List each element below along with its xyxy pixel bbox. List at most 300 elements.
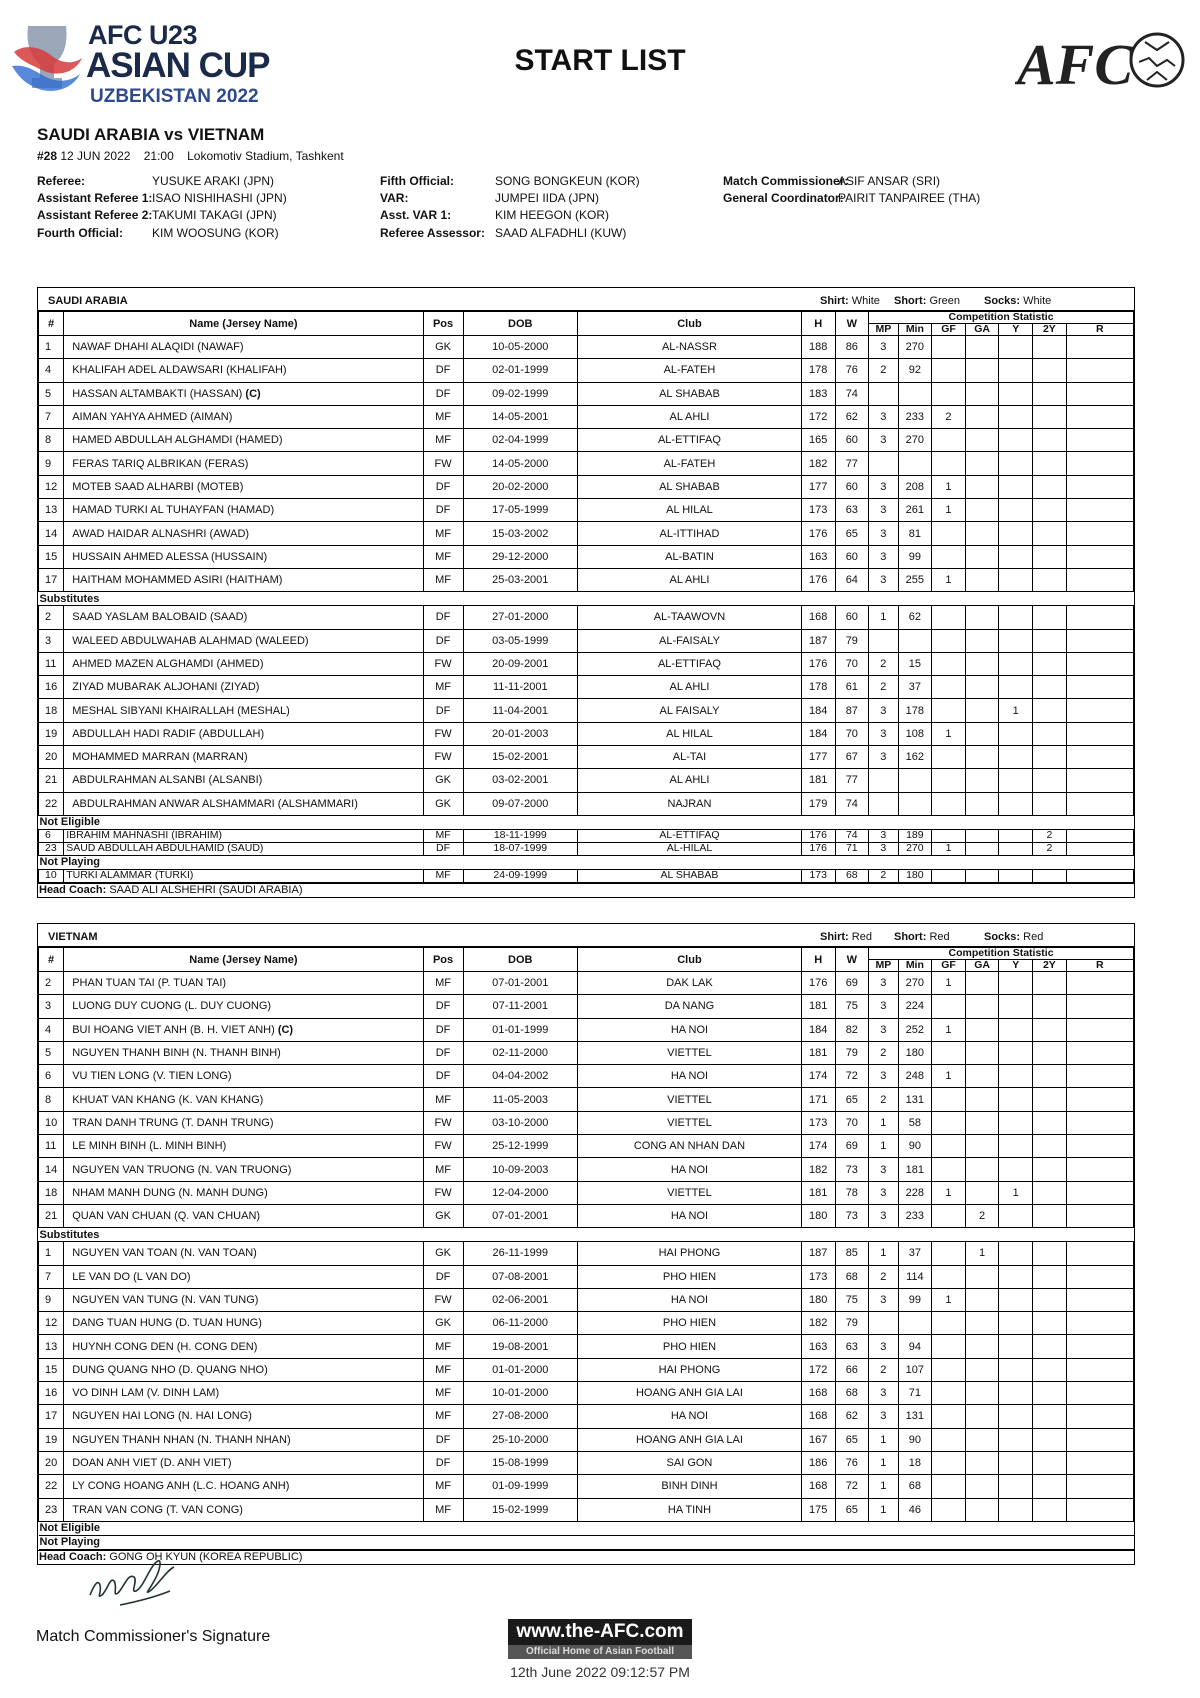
player-position: MF [423, 1088, 463, 1111]
stat-ga [965, 746, 999, 769]
stat-y [999, 429, 1033, 452]
player-dob: 20-09-2001 [463, 652, 578, 675]
player-position: MF [423, 972, 463, 995]
stat-ga: 1 [965, 1242, 999, 1265]
stat-2y [1033, 1041, 1067, 1064]
table-row [39, 842, 1134, 855]
stat-mp: 1 [869, 1451, 898, 1474]
stat-y [999, 1041, 1033, 1064]
player-weight: 76 [835, 1451, 869, 1474]
stat-y [999, 842, 1033, 855]
player-dob: 11-04-2001 [463, 699, 578, 722]
page-title: START LIST [514, 44, 686, 77]
stat-y [999, 792, 1033, 815]
player-position: DF [423, 475, 463, 498]
player-dob: 14-05-2000 [463, 452, 578, 475]
stat-mp: 1 [869, 1428, 898, 1451]
player-height: 182 [801, 1158, 835, 1181]
player-name [64, 769, 423, 792]
kit-socks-label: Socks: [984, 295, 1021, 307]
table-row [39, 405, 1134, 428]
kit-short [894, 931, 950, 943]
player-dob: 03-02-2001 [463, 769, 578, 792]
player-weight: 77 [835, 452, 869, 475]
stat-gf [932, 359, 966, 382]
head-coach [38, 883, 1134, 897]
kit-socks-value: Red [1023, 931, 1044, 943]
player-club: AL AHLI [578, 568, 802, 591]
player-name [64, 1382, 423, 1405]
player-height: 163 [801, 1335, 835, 1358]
player-club: PHO HIEN [578, 1335, 802, 1358]
player-position: MF [423, 1335, 463, 1358]
stat-2y [1033, 676, 1067, 699]
player-height: 178 [801, 676, 835, 699]
player-weight: 72 [835, 1475, 869, 1498]
table-row [39, 629, 1134, 652]
player-dob: 07-08-2001 [463, 1265, 578, 1288]
stat-ga [965, 359, 999, 382]
player-dob: 02-01-1999 [463, 359, 578, 382]
player-club: PHO HIEN [578, 1312, 802, 1335]
stat-mp: 3 [869, 1405, 898, 1428]
website-tagline: Official Home of Asian Football [508, 1645, 692, 1659]
player-name [64, 1498, 423, 1521]
player-name [64, 1111, 423, 1134]
table-row [39, 995, 1134, 1018]
table-row [39, 499, 1134, 522]
team-box-vietnam [37, 923, 1135, 1565]
player-dob: 14-05-2001 [463, 405, 578, 428]
stat-y: 1 [999, 1181, 1033, 1204]
column-header-min: Min [898, 960, 932, 972]
stat-min: 71 [898, 1382, 932, 1405]
stat-gf [932, 382, 966, 405]
stat-r [1066, 722, 1133, 745]
player-number: 11 [39, 1135, 64, 1158]
section-label: Not Eligible [39, 815, 1134, 829]
stat-gf: 1 [932, 475, 966, 498]
column-header-name: Name (Jersey Name) [64, 948, 423, 972]
official-label: Referee Assessor: [380, 226, 485, 240]
player-position: MF [423, 522, 463, 545]
table-row [39, 1405, 1134, 1428]
player-name [64, 1181, 423, 1204]
stat-r [1066, 629, 1133, 652]
player-name-text: MOTEB SAAD ALHARBI (MOTEB) [72, 480, 244, 493]
stat-y [999, 382, 1033, 405]
stat-min: 270 [898, 336, 932, 359]
kit-shirt [820, 295, 880, 307]
stat-2y [1033, 336, 1067, 359]
stat-2y [1033, 629, 1067, 652]
table-row [39, 746, 1134, 769]
official-label: Asst. VAR 1: [380, 208, 452, 222]
official-label: Fourth Official: [37, 226, 123, 240]
player-club: AL-ETTIFAQ [578, 829, 802, 842]
column-header-r: R [1066, 324, 1133, 336]
stat-gf [932, 652, 966, 675]
stat-gf [932, 429, 966, 452]
stat-r [1066, 842, 1133, 855]
stat-gf [932, 1358, 966, 1381]
stat-y: 1 [999, 699, 1033, 722]
player-name [64, 429, 423, 452]
player-name [64, 1288, 423, 1311]
kit-short [894, 295, 960, 307]
player-name [64, 545, 423, 568]
stat-ga [965, 769, 999, 792]
player-height: 181 [801, 769, 835, 792]
stat-2y [1033, 699, 1067, 722]
player-name [64, 405, 423, 428]
stat-r [1066, 499, 1133, 522]
stat-mp: 3 [869, 1335, 898, 1358]
stat-ga [965, 545, 999, 568]
stat-mp: 2 [869, 1041, 898, 1064]
player-weight: 87 [835, 699, 869, 722]
stat-ga [965, 1405, 999, 1428]
player-name-text: NAWAF DHAHI ALAQIDI (NAWAF) [72, 341, 244, 354]
stat-ga [965, 1428, 999, 1451]
player-table [38, 311, 1134, 883]
player-club: HA NOI [578, 1158, 802, 1181]
player-position: DF [423, 629, 463, 652]
table-row [39, 1158, 1134, 1181]
player-name [64, 869, 423, 882]
player-name-text: LE MINH BINH (L. MINH BINH) [72, 1140, 227, 1153]
team-box-saudi-arabia [37, 287, 1135, 898]
stat-2y [1033, 652, 1067, 675]
player-height: 181 [801, 1041, 835, 1064]
stat-gf [932, 1088, 966, 1111]
player-number: 17 [39, 568, 64, 591]
official-name: TAKUMI TAKAGI (JPN) [152, 208, 277, 222]
stat-2y [1033, 1405, 1067, 1428]
stat-mp: 1 [869, 1242, 898, 1265]
player-position: MF [423, 545, 463, 568]
stat-2y [1033, 1088, 1067, 1111]
stat-r [1066, 545, 1133, 568]
table-row [39, 475, 1134, 498]
player-name-text: NGUYEN VAN TRUONG (N. VAN TRUONG) [72, 1163, 292, 1176]
match-title: SAUDI ARABIA vs VIETNAM [37, 125, 265, 144]
stat-min [898, 792, 932, 815]
player-height: 181 [801, 995, 835, 1018]
player-weight: 60 [835, 475, 869, 498]
stat-mp: 3 [869, 336, 898, 359]
player-dob: 07-01-2001 [463, 972, 578, 995]
player-dob: 07-01-2001 [463, 1204, 578, 1227]
player-club: AL-FATEH [578, 452, 802, 475]
afc-logo-text: AFC [1017, 32, 1134, 97]
player-height: 173 [801, 499, 835, 522]
player-position: MF [423, 1475, 463, 1498]
stat-y [999, 475, 1033, 498]
table-row [39, 1065, 1134, 1088]
stat-min: 178 [898, 699, 932, 722]
stat-gf [932, 1158, 966, 1181]
stat-y [999, 1312, 1033, 1335]
stat-min: 180 [898, 869, 932, 882]
player-name [64, 382, 423, 405]
table-row [39, 452, 1134, 475]
stat-r [1066, 1451, 1133, 1474]
player-weight: 60 [835, 429, 869, 452]
player-height: 173 [801, 1111, 835, 1134]
player-club: AL SHABAB [578, 382, 802, 405]
trophy-icon [10, 22, 84, 104]
stat-mp: 3 [869, 1204, 898, 1227]
table-row [39, 336, 1134, 359]
stat-2y [1033, 1018, 1067, 1041]
team-name: SAUDI ARABIA [48, 295, 128, 307]
player-weight: 73 [835, 1158, 869, 1181]
player-position: GK [423, 769, 463, 792]
stat-gf [932, 1498, 966, 1521]
stat-min: 15 [898, 652, 932, 675]
player-weight: 86 [835, 336, 869, 359]
stat-r [1066, 676, 1133, 699]
table-row [39, 972, 1134, 995]
player-height: 176 [801, 972, 835, 995]
player-name [64, 842, 423, 855]
player-dob: 15-08-1999 [463, 1451, 578, 1474]
stat-2y [1033, 769, 1067, 792]
stat-2y [1033, 995, 1067, 1018]
player-height: 176 [801, 652, 835, 675]
player-name-text: LY CONG HOANG ANH (L.C. HOANG ANH) [72, 1480, 290, 1493]
player-position: DF [423, 1451, 463, 1474]
player-name-text: SAAD YASLAM BALOBAID (SAAD) [72, 611, 248, 624]
player-number: 21 [39, 1204, 64, 1227]
player-weight: 68 [835, 869, 869, 882]
stat-ga [965, 869, 999, 882]
stat-gf: 1 [932, 842, 966, 855]
player-number: 13 [39, 499, 64, 522]
player-number: 16 [39, 1382, 64, 1405]
stat-mp: 3 [869, 842, 898, 855]
player-dob: 27-01-2000 [463, 606, 578, 629]
stat-mp: 1 [869, 1475, 898, 1498]
stat-gf [932, 1041, 966, 1064]
player-club: HA NOI [578, 1405, 802, 1428]
stat-2y [1033, 499, 1067, 522]
player-name [64, 792, 423, 815]
player-name-text: NGUYEN THANH NHAN (N. THANH NHAN) [72, 1433, 291, 1446]
player-position: GK [423, 1312, 463, 1335]
stat-gf: 1 [932, 722, 966, 745]
stat-min: 208 [898, 475, 932, 498]
stat-ga [965, 606, 999, 629]
player-position: DF [423, 1018, 463, 1041]
player-number: 20 [39, 746, 64, 769]
table-row [39, 1204, 1134, 1227]
player-weight: 73 [835, 1204, 869, 1227]
player-name-text: HAMED ABDULLAH ALGHAMDI (HAMED) [72, 434, 283, 447]
player-dob: 02-04-1999 [463, 429, 578, 452]
stat-ga [965, 499, 999, 522]
stat-ga [965, 382, 999, 405]
player-dob: 01-01-1999 [463, 1018, 578, 1041]
player-weight: 60 [835, 545, 869, 568]
stat-r [1066, 1312, 1133, 1335]
stat-ga [965, 405, 999, 428]
stat-min: 255 [898, 568, 932, 591]
column-header-mp: MP [869, 960, 898, 972]
stat-gf [932, 629, 966, 652]
stat-mp: 3 [869, 1288, 898, 1311]
player-weight: 69 [835, 972, 869, 995]
player-club: HAI PHONG [578, 1242, 802, 1265]
stat-ga [965, 1451, 999, 1474]
player-number: 10 [39, 1111, 64, 1134]
stat-r [1066, 568, 1133, 591]
team-name: VIETNAM [48, 931, 98, 943]
stat-mp [869, 792, 898, 815]
stat-ga [965, 972, 999, 995]
captain-badge: (C) [245, 387, 261, 400]
stat-ga [965, 1498, 999, 1521]
stat-r [1066, 1018, 1133, 1041]
stat-min: 58 [898, 1111, 932, 1134]
player-dob: 01-01-2000 [463, 1358, 578, 1381]
player-name [64, 995, 423, 1018]
stat-min: 18 [898, 1451, 932, 1474]
player-name [64, 1135, 423, 1158]
stat-r [1066, 1475, 1133, 1498]
stat-ga [965, 1475, 999, 1498]
stat-ga [965, 1181, 999, 1204]
player-position: DF [423, 1265, 463, 1288]
stat-y [999, 1065, 1033, 1088]
player-dob: 27-08-2000 [463, 1405, 578, 1428]
player-height: 184 [801, 699, 835, 722]
player-dob: 26-11-1999 [463, 1242, 578, 1265]
logo-line2: ASIAN CUP [86, 46, 270, 85]
stat-min: 224 [898, 995, 932, 1018]
player-weight: 71 [835, 842, 869, 855]
player-height: 163 [801, 545, 835, 568]
stat-r [1066, 1265, 1133, 1288]
stat-min: 108 [898, 722, 932, 745]
stat-gf [932, 1335, 966, 1358]
stat-2y [1033, 722, 1067, 745]
stat-2y [1033, 1288, 1067, 1311]
stat-y [999, 1135, 1033, 1158]
stat-ga [965, 1088, 999, 1111]
afc-logo-icon [1015, 28, 1185, 98]
table-row [39, 1242, 1134, 1265]
player-name [64, 1065, 423, 1088]
table-row [39, 769, 1134, 792]
player-number: 17 [39, 1405, 64, 1428]
table-row [39, 1265, 1134, 1288]
column-header-r: R [1066, 960, 1133, 972]
stat-gf [932, 792, 966, 815]
stat-min: 270 [898, 429, 932, 452]
column-header-dob: DOB [463, 948, 578, 972]
player-number: 7 [39, 1265, 64, 1288]
official-name: JUMPEI IIDA (JPN) [495, 191, 600, 205]
column-header-y2: 2Y [1033, 960, 1067, 972]
player-name-text: FERAS TARIQ ALBRIKAN (FERAS) [72, 457, 249, 470]
website-link[interactable]: www.the-AFC.com [508, 1619, 692, 1645]
stat-min: 107 [898, 1358, 932, 1381]
table-row [39, 1111, 1134, 1134]
official-label: Fifth Official: [380, 174, 454, 188]
stat-y [999, 1405, 1033, 1428]
table-header-row [39, 948, 1134, 960]
stat-ga [965, 652, 999, 675]
player-club: HA NOI [578, 1018, 802, 1041]
stat-2y [1033, 475, 1067, 498]
player-number: 21 [39, 769, 64, 792]
player-dob: 24-09-1999 [463, 869, 578, 882]
player-number: 18 [39, 1181, 64, 1204]
player-number: 2 [39, 606, 64, 629]
player-height: 177 [801, 475, 835, 498]
player-height: 188 [801, 336, 835, 359]
player-club: VIETTEL [578, 1181, 802, 1204]
stat-2y [1033, 1498, 1067, 1521]
stat-r [1066, 405, 1133, 428]
player-position: FW [423, 722, 463, 745]
player-name [64, 499, 423, 522]
player-number: 8 [39, 1088, 64, 1111]
player-number: 8 [39, 429, 64, 452]
player-number: 15 [39, 545, 64, 568]
official-name: ISAO NISHIHASHI (JPN) [152, 191, 287, 205]
player-name [64, 1041, 423, 1064]
stat-2y [1033, 1451, 1067, 1474]
stat-r [1066, 475, 1133, 498]
stat-2y [1033, 1204, 1067, 1227]
stat-y [999, 1204, 1033, 1227]
stat-gf [932, 606, 966, 629]
stat-mp: 3 [869, 568, 898, 591]
player-name [64, 1312, 423, 1335]
stat-ga [965, 1312, 999, 1335]
column-header-y2: 2Y [1033, 324, 1067, 336]
player-name-text: NGUYEN VAN TOAN (N. VAN TOAN) [72, 1247, 257, 1260]
column-header-h: H [801, 312, 835, 336]
column-header-no: # [39, 312, 64, 336]
player-weight: 64 [835, 568, 869, 591]
player-height: 184 [801, 1018, 835, 1041]
player-height: 181 [801, 1181, 835, 1204]
player-position: GK [423, 1204, 463, 1227]
stat-mp: 3 [869, 522, 898, 545]
player-club: AL AHLI [578, 405, 802, 428]
player-name-text: ABDULLAH HADI RADIF (ABDULLAH) [72, 727, 265, 740]
player-club: VIETTEL [578, 1088, 802, 1111]
stat-2y [1033, 1475, 1067, 1498]
column-header-y: Y [999, 324, 1033, 336]
player-position: DF [423, 1428, 463, 1451]
player-name-text: HAMAD TURKI AL TUHAYFAN (HAMAD) [72, 504, 275, 517]
stat-2y: 2 [1033, 829, 1067, 842]
player-weight: 77 [835, 769, 869, 792]
table-row [39, 1475, 1134, 1498]
stat-gf [932, 522, 966, 545]
stat-2y [1033, 382, 1067, 405]
player-name-text: TRAN DANH TRUNG (T. DANH TRUNG) [72, 1116, 274, 1129]
player-name [64, 652, 423, 675]
stat-r [1066, 1204, 1133, 1227]
player-height: 172 [801, 1358, 835, 1381]
stat-y [999, 829, 1033, 842]
